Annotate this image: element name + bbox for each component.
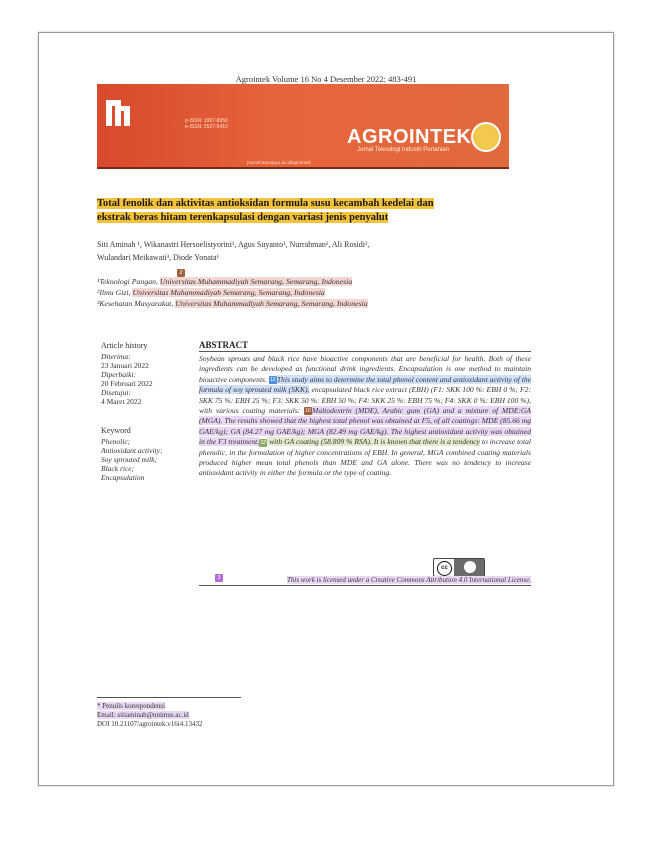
revised-label: Diperbaiki: [101, 370, 136, 379]
affiliation-3: ³Kesehatan Masyarakat, Universitas Muhammadiyah Semarang, Semarang, Indonesia [97, 299, 368, 308]
abstract [199, 340, 531, 479]
received-label: Diterima: [101, 352, 131, 361]
highlight[interactable]: Universitas Muhammadiyah Semarang, Semarang, Indonesia [175, 299, 368, 308]
issn-print: p-ISSN: 1907-8056 [185, 118, 228, 124]
authors-line-1: Siti Aminah ¹, Wikanastri Hersoelistyorini¹, Agus Suyanto¹, Nurrahman¹, Ali Rosidi², [97, 240, 370, 249]
abstract-heading: ABSTRACT [199, 340, 531, 352]
issn-block [185, 118, 228, 130]
highlight[interactable]: This work is licensed under a Creative Commons Attribution 4.0 International License. [286, 576, 531, 584]
revised-date: 20 Februari 2022 [101, 379, 153, 388]
abstract-body: Soybean sprouts and black rice have bioactive components that are beneficial for health. Both of these ingredients can be developed as functional drink ingredients. Encapsulation is one method to maintain bioactive components. 12This study aims to determine the total phenol content and antioxidant activity of the formula of soy sprouted milk (SKK), encapsulated black rice extract (EBH) (F1: SKK 100 %: EBH 0 %; F2: SKK 75 %: EBH 25 %; F3: SKK 50 %: EBH 50 %; F4: SKK 25 %: EBH 75 %; F4: SKK 0 %: EBH 100 %), with various coating materials: 16Maltodextrin (MDE), Arabic gum (GA) and a mixture of MDE:GA (MGA). The results showed that the highest total phenol was obtained at F5, of all coatings: MDE (85.66 mg GAE/kg); GA (84.27 mg GAE/kg); MGA (82.49 mg GAE/kg). The highest antioxidant activity was obtained in the F3 treatment,22 with GA coating (58.809 % RSA). It is known that there is a tendency to increase total phenolic, in the formulation of higher concentrations of EBH. In general, MGA combined coating materials produced higher mean total phenols than MDE and GA alone. There was no tendency to increase antioxidant activity in either the formula or the type of coating. [199, 354, 531, 478]
footnote-divider [97, 697, 241, 698]
keyword-item: Encapsulation [101, 473, 145, 482]
corresponding-label[interactable]: * Penulis korespondensi [97, 702, 166, 710]
paper-title [97, 197, 507, 225]
paper-page [38, 32, 614, 786]
keywords-heading: Keyword [101, 426, 131, 435]
annotation-pin[interactable]: 12 [270, 377, 276, 384]
affiliation-1: ¹Teknologi Pangan, Universitas Muhammadiyah Semarang, Semarang, Indonesia [97, 277, 353, 286]
license-note [199, 576, 531, 586]
history-heading: Article history [101, 341, 148, 350]
email[interactable]: Email: sitiaminah@unimus.ac.id [97, 711, 189, 719]
annotation-pin[interactable]: 22 [260, 439, 266, 446]
author-list [97, 238, 517, 264]
annotation-pin[interactable]: 2 [177, 269, 185, 277]
journal-name: AGROINTEK [347, 126, 472, 148]
highlight[interactable]: Maltodextrin (MDE), Arabic gum (GA) and a mixture of MDE:GA (MGA). The results showed that the highest total phenol was obtained at F5, of all coatings: MDE (85.66 mg GAE/kg); GA (84.27 mg GAE/kg); MGA (82.49 mg GAE/kg). The highest antioxidant activity was obtained in the F3 treatment, [199, 406, 531, 447]
footnote [97, 702, 203, 729]
affiliations [97, 270, 537, 309]
article-history [101, 341, 191, 406]
university-seal-icon [471, 122, 501, 152]
running-title: Agrointek Volume 16 No 4 Desember 2022: 483-491 [235, 74, 417, 84]
annotation-pin[interactable]: 16 [305, 408, 311, 415]
highlight[interactable]: Universitas Muhammadiyah Semarang, Semarang, Indonesia [132, 288, 325, 297]
title-line-1: Total fenolik dan aktivitas antioksidan formula susu kecambah kedelai dan [97, 198, 434, 209]
highlight[interactable]: Universitas Muhammadiyah Semarang, Semarang, Indonesia [159, 277, 353, 286]
journal-banner [97, 84, 509, 169]
received-date: 23 Januari 2022 [101, 361, 149, 370]
keyword-item: Phenolic; [101, 437, 131, 446]
journal-subtitle: Jurnal Teknologi Industri Pertanian [357, 147, 449, 153]
issn-online: e-ISSN: 2527-5410 [185, 124, 228, 130]
accepted-date: 4 Maret 2022 [101, 397, 142, 406]
cc-icon: cc [437, 561, 452, 576]
keywords [101, 426, 191, 482]
affiliation-2: ²Ilmu Gizi, Universitas Muhammadiyah Semarang, Semarang, Indonesia [97, 288, 325, 297]
journal-url: journal.trunojoyo.ac.id/agrointek [247, 160, 311, 165]
highlight[interactable]: This study aims to determine the total phenol content and antioxidant activity of the formula of soy sprouted milk (SKK), [199, 374, 531, 395]
keyword-item: Black rice; [101, 464, 135, 473]
journal-logo-icon [105, 96, 135, 128]
doi[interactable]: DOI 10.21107/agrointek.v16i4.13432 [97, 720, 203, 728]
keyword-item: Soy sprouted milk; [101, 455, 157, 464]
by-icon [454, 559, 484, 576]
authors-line-2: Wulandari Meikawati³, Diode Yonata¹ [97, 253, 220, 262]
annotation-pin[interactable]: 3 [215, 574, 223, 582]
highlight[interactable]: with GA coating (58.809 % RSA). It is known that there is a tendency [267, 437, 480, 447]
keyword-item: Antioxidant activity; [101, 446, 163, 455]
accepted-label: Disetujui: [101, 388, 131, 397]
title-line-2: ekstrak beras hitam terenkapsulasi dengan variasi jenis penyalut [97, 212, 389, 223]
cc-by-badge-icon[interactable] [433, 558, 485, 577]
